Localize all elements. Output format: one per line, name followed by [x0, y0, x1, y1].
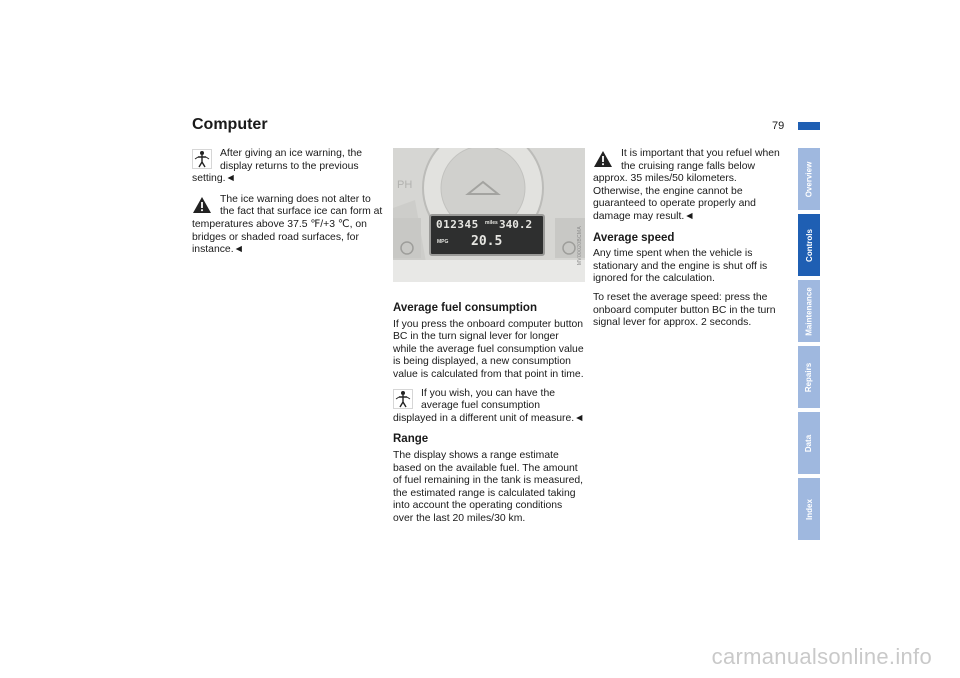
tab-overview[interactable] [798, 148, 820, 210]
lcd-display [429, 214, 545, 256]
warning-triangle-icon [593, 149, 613, 169]
page-number: 79 [772, 120, 785, 132]
person-note-icon [393, 389, 413, 409]
person-note-icon [192, 149, 212, 169]
tab-label: Data [804, 434, 814, 452]
warning-text: The ice warning does not alter to the fact that surface ice can form at temperatures above 37.5 ℉/+3 ℃, on bridges or shaded road surfaces, for instance.◄ [192, 193, 383, 256]
tab-label: Overview [804, 161, 814, 197]
image-code: MV00020BCMA [577, 226, 583, 266]
range-readout: 340.2 [499, 218, 533, 231]
tab-controls[interactable] [798, 214, 820, 276]
instrument-cluster-image [393, 148, 585, 282]
tab-label: Maintenance [804, 286, 814, 336]
tab-label: Controls [804, 228, 814, 262]
column-middle [393, 296, 585, 532]
tab-label: Index [804, 498, 814, 520]
unit-mpg-label: MPG [437, 239, 449, 245]
paragraph-average-fuel: If you press the onboard computer button BC in the turn signal lever for longer while the average fuel consumption value is being displayed, a new consumption value is calculated from that point in time. [393, 318, 584, 380]
heading-average-fuel: Average fuel consumption [393, 302, 537, 314]
column-left [192, 148, 384, 265]
note-ice-warning-return [192, 148, 384, 186]
tab-maintenance[interactable] [798, 280, 820, 342]
consumption-readout: 20.5 [471, 234, 503, 249]
page-title: Computer [192, 116, 268, 133]
tab-data[interactable] [798, 412, 820, 474]
warning-refuel [593, 148, 785, 224]
tab-label: Repairs [804, 362, 814, 392]
warning-ice-surface [192, 194, 384, 257]
heading-average-speed: Average speed [593, 231, 675, 244]
note-text: After giving an ice warning, the display returns to the previous setting.◄ [192, 148, 363, 185]
svg-text:PH: PH [397, 179, 413, 191]
watermark-text: carmanualsonline.info [711, 644, 932, 669]
footer [0, 640, 960, 678]
tab-repairs[interactable] [798, 346, 820, 408]
note-fuel-unit [393, 388, 585, 426]
note-text: If you wish, you can have the average fuel consumption displayed in a different unit of measure.◄ [393, 387, 585, 424]
warning-triangle-icon [192, 195, 212, 215]
odometer-readout: 012345 [436, 218, 479, 231]
page-marker [798, 122, 820, 130]
paragraph-average-speed-2: To reset the average speed: press the onboard computer button BC in the turn signal lever for approx. 2 seconds. [593, 291, 776, 329]
warning-text: It is important that you refuel when the cruising range falls below approx. 35 miles/50 kilometers. Otherwise, the engine cannot be guaranteed to operate properly and damage may result.◄ [593, 148, 780, 222]
column-right [593, 148, 785, 336]
heading-range: Range [393, 433, 429, 446]
tab-index[interactable] [798, 478, 820, 540]
paragraph-average-speed-1: Any time spent when the vehicle is stationary and the engine is shut off is ignored for the calculation. [593, 248, 768, 285]
paragraph-range: The display shows a range estimate based on the available fuel. The amount of fuel remaining in the tank is measured, the estimated range is calculated taking into account the operating conditions over the last 20 miles/30 km. [393, 449, 584, 524]
unit-miles-label: miles [485, 220, 498, 226]
